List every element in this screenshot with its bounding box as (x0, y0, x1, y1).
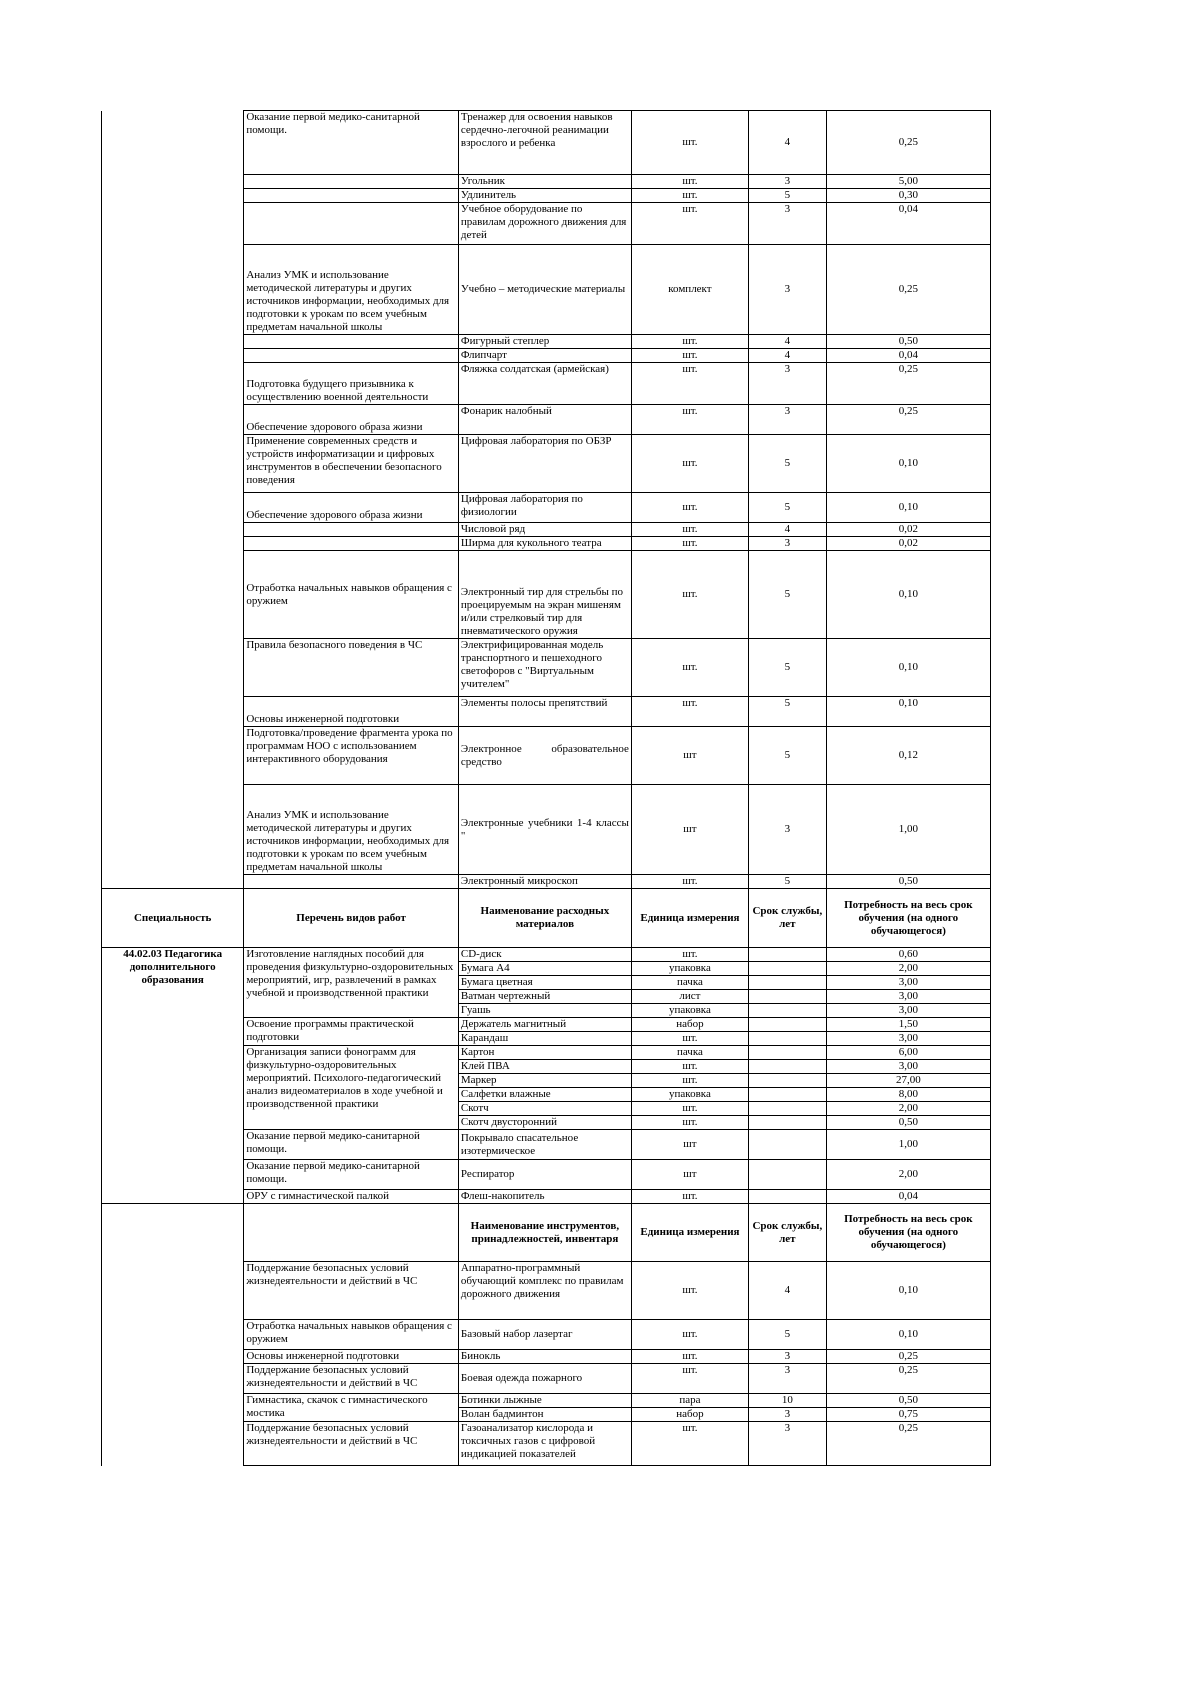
life-cell: 3 (749, 405, 827, 435)
life-cell (749, 1060, 827, 1074)
life-cell (749, 976, 827, 990)
need-cell: 3,00 (826, 1032, 990, 1046)
table-row (102, 203, 991, 245)
unit-cell: набор (631, 1018, 748, 1032)
work-cell (244, 349, 459, 363)
work-cell (244, 537, 459, 551)
work-cell: Поддержание безопасных условий жизнедеятельности и действий в ЧС (244, 1364, 459, 1394)
item-cell: Боевая одежда пожарного (458, 1364, 631, 1394)
need-cell: 0,10 (826, 551, 990, 639)
need-cell: 2,00 (826, 962, 990, 976)
specialty-cell (102, 785, 244, 875)
item-cell: Флеш-накопитель (458, 1190, 631, 1204)
life-cell: 5 (749, 639, 827, 697)
need-cell: 3,00 (826, 1004, 990, 1018)
specialty-cell (102, 245, 244, 335)
table-row (102, 1350, 991, 1364)
item-cell: Клей ПВА (458, 1060, 631, 1074)
need-cell: 0,25 (826, 1350, 990, 1364)
header-need: Потребность на весь срок обучения (на одного обучающегося) (826, 889, 990, 948)
unit-cell: шт. (631, 1320, 748, 1350)
work-cell: Изготовление наглядных пособий для проведения физкультурно-оздоровительных мероприятий, игр, развлечений в рамках учебной и производственной практики (244, 948, 459, 1018)
work-cell (244, 189, 459, 203)
item-cell: Газоанализатор кислорода и токсичных газов с цифровой индикацией показателей (458, 1422, 631, 1466)
item-cell: Ботинки лыжные (458, 1394, 631, 1408)
life-cell (749, 990, 827, 1004)
unit-cell: набор (631, 1408, 748, 1422)
unit-cell: упаковка (631, 962, 748, 976)
item-cell: Электронные учебники 1-4 классы " (458, 785, 631, 875)
specialty-cell (102, 349, 244, 363)
unit-cell: шт. (631, 1102, 748, 1116)
item-cell: Бинокль (458, 1350, 631, 1364)
need-cell: 0,25 (826, 1422, 990, 1466)
work-cell: Организация записи фонограмм для физкультурно-оздоровительных мероприятий. Психолого-педагогический анализ видеоматериалов в ходе учебной и производственной практики (244, 1046, 459, 1130)
life-cell (749, 1018, 827, 1032)
work-cell (244, 175, 459, 189)
table-row (102, 697, 991, 727)
unit-cell: лист (631, 990, 748, 1004)
need-cell: 0,10 (826, 697, 990, 727)
item-cell: Салфетки влажные (458, 1088, 631, 1102)
unit-cell: шт (631, 1160, 748, 1190)
life-cell: 3 (749, 245, 827, 335)
header-item: Наименование расходных материалов (458, 889, 631, 948)
unit-cell: шт. (631, 1190, 748, 1204)
work-cell: Освоение программы практической подготовки (244, 1018, 459, 1046)
specialty-cell (102, 1394, 244, 1408)
header-life: Срок службы, лет (749, 1204, 827, 1262)
need-cell: 0,10 (826, 1262, 990, 1320)
need-cell: 0,04 (826, 203, 990, 245)
item-cell: Бумага А4 (458, 962, 631, 976)
table-row (102, 493, 991, 523)
item-cell: Электрифицированная модель транспортного и пешеходного светофоров с "Виртуальным учителем" (458, 639, 631, 697)
need-cell: 0,60 (826, 948, 990, 962)
item-cell: CD-диск (458, 948, 631, 962)
need-cell: 0,25 (826, 405, 990, 435)
work-cell: Подготовка/проведение фрагмента урока по программам НОО с использованием интерактивного оборудования (244, 727, 459, 785)
unit-cell: шт. (631, 697, 748, 727)
need-cell: 0,10 (826, 435, 990, 493)
specialty-name: 44.02.03 Педагогика дополнительного образования (102, 948, 244, 1204)
need-cell: 0,10 (826, 639, 990, 697)
life-cell: 5 (749, 875, 827, 889)
need-cell: 1,50 (826, 1018, 990, 1032)
unit-cell: шт. (631, 551, 748, 639)
unit-cell: шт. (631, 875, 748, 889)
work-cell: Основы инженерной подготовки (244, 1350, 459, 1364)
work-cell: Применение современных средств и устройств информатизации и цифровых инструментов в обеспечении безопасного поведения (244, 435, 459, 493)
life-cell (749, 1116, 827, 1130)
specialty-cell (102, 493, 244, 523)
item-cell: Электронный микроскоп (458, 875, 631, 889)
life-cell: 4 (749, 349, 827, 363)
header-specialty: Специальность (102, 889, 244, 948)
specialty-cell (102, 1422, 244, 1466)
table-row (102, 245, 991, 335)
specialty-cell (102, 363, 244, 405)
table-row (102, 349, 991, 363)
life-cell: 3 (749, 1408, 827, 1422)
life-cell: 3 (749, 203, 827, 245)
work-cell: ОРУ с гимнастической палкой (244, 1190, 459, 1204)
work-cell (244, 523, 459, 537)
specialty-cell (102, 1350, 244, 1364)
item-cell: Фляжка солдатская (армейская) (458, 363, 631, 405)
specialty-cell (102, 1262, 244, 1320)
table-row (102, 1364, 991, 1394)
need-cell: 1,00 (826, 785, 990, 875)
table-header-row (102, 1204, 991, 1262)
item-cell: Базовый набор лазертаг (458, 1320, 631, 1350)
need-cell: 0,50 (826, 875, 990, 889)
work-cell: Гимнастика, скачок с гимнастического мостика (244, 1394, 459, 1422)
specialty-cell (102, 203, 244, 245)
life-cell: 3 (749, 363, 827, 405)
item-cell: Цифровая лаборатория по ОБЗР (458, 435, 631, 493)
unit-cell: шт. (631, 111, 748, 175)
specialty-cell (102, 875, 244, 889)
life-cell (749, 948, 827, 962)
work-cell (244, 875, 459, 889)
item-cell: Числовой ряд (458, 523, 631, 537)
unit-cell: шт. (631, 1116, 748, 1130)
specialty-cell (102, 189, 244, 203)
life-cell: 3 (749, 1350, 827, 1364)
specialty-cell (102, 111, 244, 175)
item-cell: Электронный тир для стрельбы по проецируемым на экран мишеням и/или стрелковый тир для пневматического оружия (458, 551, 631, 639)
unit-cell: шт. (631, 1074, 748, 1088)
item-cell: Держатель магнитный (458, 1018, 631, 1032)
table-row (102, 727, 991, 785)
specialty-cell (102, 1204, 244, 1262)
need-cell: 0,25 (826, 1364, 990, 1394)
need-cell: 3,00 (826, 990, 990, 1004)
need-cell: 0,25 (826, 363, 990, 405)
life-cell (749, 1004, 827, 1018)
need-cell: 0,30 (826, 189, 990, 203)
need-cell: 2,00 (826, 1160, 990, 1190)
item-cell: Маркер (458, 1074, 631, 1088)
unit-cell: пачка (631, 976, 748, 990)
need-cell: 0,50 (826, 1116, 990, 1130)
work-cell: Поддержание безопасных условий жизнедеятельности и действий в ЧС (244, 1262, 459, 1320)
header-unit: Единица измерения (631, 1204, 748, 1262)
life-cell: 3 (749, 175, 827, 189)
work-cell: Отработка начальных навыков обращения с оружием (244, 551, 459, 639)
unit-cell: шт. (631, 1350, 748, 1364)
table-row (102, 1262, 991, 1320)
need-cell: 0,25 (826, 111, 990, 175)
work-cell: Обеспечение здорового образа жизни (244, 405, 459, 435)
life-cell (749, 1190, 827, 1204)
work-cell: Подготовка будущего призывника к осуществлению военной деятельности (244, 363, 459, 405)
unit-cell: шт. (631, 523, 748, 537)
work-cell: Обеспечение здорового образа жизни (244, 493, 459, 523)
table-header-row (102, 889, 991, 948)
life-cell: 3 (749, 785, 827, 875)
unit-cell: шт (631, 1130, 748, 1160)
work-cell (244, 335, 459, 349)
header-unit: Единица измерения (631, 889, 748, 948)
life-cell (749, 1102, 827, 1116)
table-row (102, 639, 991, 697)
life-cell: 3 (749, 1364, 827, 1394)
unit-cell: шт. (631, 435, 748, 493)
need-cell: 8,00 (826, 1088, 990, 1102)
life-cell: 5 (749, 189, 827, 203)
need-cell: 0,50 (826, 1394, 990, 1408)
item-cell: Фонарик налобный (458, 405, 631, 435)
item-cell: Бумага цветная (458, 976, 631, 990)
unit-cell: шт. (631, 175, 748, 189)
unit-cell: упаковка (631, 1004, 748, 1018)
table-row (102, 551, 991, 639)
unit-cell: шт. (631, 335, 748, 349)
item-cell: Картон (458, 1046, 631, 1060)
item-cell: Волан бадминтон (458, 1408, 631, 1422)
unit-cell: шт. (631, 537, 748, 551)
table-row (102, 1422, 991, 1466)
table-row (102, 363, 991, 405)
table-row (102, 948, 991, 962)
table-row (102, 875, 991, 889)
need-cell: 3,00 (826, 1060, 990, 1074)
unit-cell: шт (631, 727, 748, 785)
need-cell: 27,00 (826, 1074, 990, 1088)
need-cell: 0,02 (826, 523, 990, 537)
header-work: Перечень видов работ (244, 889, 459, 948)
need-cell: 0,25 (826, 245, 990, 335)
unit-cell: шт. (631, 1032, 748, 1046)
life-cell: 5 (749, 435, 827, 493)
life-cell: 4 (749, 523, 827, 537)
table-row (102, 537, 991, 551)
need-cell: 1,00 (826, 1130, 990, 1160)
item-cell: Учебное оборудование по правилам дорожного движения для детей (458, 203, 631, 245)
specialty-cell (102, 523, 244, 537)
life-cell: 3 (749, 1422, 827, 1466)
work-cell: Поддержание безопасных условий жизнедеятельности и действий в ЧС (244, 1422, 459, 1466)
specialty-cell (102, 551, 244, 639)
header-item: Наименование инструментов, принадлежностей, инвентаря (458, 1204, 631, 1262)
specialty-cell (102, 1408, 244, 1422)
need-cell: 0,50 (826, 335, 990, 349)
life-cell: 10 (749, 1394, 827, 1408)
unit-cell: пачка (631, 1046, 748, 1060)
specialty-cell (102, 697, 244, 727)
unit-cell: шт. (631, 493, 748, 523)
work-cell: Анализ УМК и использование методической литературы и других источников информации, необходимых для подготовки к урокам по всем учебным предметам начальной школы (244, 245, 459, 335)
life-cell: 5 (749, 727, 827, 785)
document-sheet (101, 110, 991, 1466)
unit-cell: шт. (631, 1060, 748, 1074)
unit-cell: упаковка (631, 1088, 748, 1102)
unit-cell: комплект (631, 245, 748, 335)
item-cell: Карандаш (458, 1032, 631, 1046)
item-cell: Флипчарт (458, 349, 631, 363)
life-cell: 5 (749, 697, 827, 727)
item-cell: Респиратор (458, 1160, 631, 1190)
life-cell (749, 1032, 827, 1046)
table-row (102, 1394, 991, 1408)
work-cell: Оказание первой медико-санитарной помощи. (244, 1130, 459, 1160)
unit-cell: шт. (631, 1262, 748, 1320)
unit-cell: шт. (631, 363, 748, 405)
specialty-cell (102, 335, 244, 349)
equipment-table (101, 110, 991, 1466)
specialty-cell (102, 405, 244, 435)
life-cell: 4 (749, 1262, 827, 1320)
need-cell: 0,10 (826, 1320, 990, 1350)
item-cell: Цифровая лаборатория по физиологии (458, 493, 631, 523)
table-row (102, 335, 991, 349)
specialty-cell (102, 639, 244, 697)
need-cell: 6,00 (826, 1046, 990, 1060)
unit-cell: пара (631, 1394, 748, 1408)
need-cell: 0,04 (826, 1190, 990, 1204)
life-cell (749, 1074, 827, 1088)
table-row (102, 405, 991, 435)
need-cell: 0,10 (826, 493, 990, 523)
need-cell: 5,00 (826, 175, 990, 189)
unit-cell: шт. (631, 639, 748, 697)
specialty-cell (102, 435, 244, 493)
specialty-cell (102, 1364, 244, 1394)
table-row (102, 111, 991, 175)
table-row (102, 189, 991, 203)
item-cell: Ватман чертежный (458, 990, 631, 1004)
unit-cell: шт. (631, 349, 748, 363)
work-cell: Основы инженерной подготовки (244, 697, 459, 727)
item-cell: Фигурный степлер (458, 335, 631, 349)
work-cell: Правила безопасного поведения в ЧС (244, 639, 459, 697)
unit-cell: шт. (631, 189, 748, 203)
life-cell (749, 1130, 827, 1160)
life-cell: 5 (749, 1320, 827, 1350)
work-cell: Оказание первой медико-санитарной помощи. (244, 1160, 459, 1190)
table-row (102, 523, 991, 537)
item-cell: Тренажер для освоения навыков сердечно-легочной реанимации взрослого и ребенка (458, 111, 631, 175)
item-cell: Скотч (458, 1102, 631, 1116)
item-cell: Аппаратно-программный обучающий комплекс по правилам дорожного движения (458, 1262, 631, 1320)
need-cell: 0,02 (826, 537, 990, 551)
item-cell: Ширма для кукольного театра (458, 537, 631, 551)
specialty-cell (102, 727, 244, 785)
life-cell (749, 962, 827, 976)
unit-cell: шт (631, 785, 748, 875)
item-cell: Удлинитель (458, 189, 631, 203)
item-cell: Скотч двусторонний (458, 1116, 631, 1130)
header-need: Потребность на весь срок обучения (на одного обучающегося) (826, 1204, 990, 1262)
unit-cell: шт. (631, 1364, 748, 1394)
item-cell: Угольник (458, 175, 631, 189)
table-row (102, 435, 991, 493)
life-cell (749, 1160, 827, 1190)
need-cell: 0,04 (826, 349, 990, 363)
table-row (102, 1408, 991, 1422)
life-cell: 5 (749, 493, 827, 523)
work-cell: Оказание первой медико-санитарной помощи. (244, 111, 459, 175)
table-row (102, 1320, 991, 1350)
life-cell: 4 (749, 111, 827, 175)
table-row (102, 175, 991, 189)
unit-cell: шт. (631, 948, 748, 962)
life-cell: 5 (749, 551, 827, 639)
specialty-cell (102, 175, 244, 189)
item-cell: Электронное образовательное средство (458, 727, 631, 785)
need-cell: 3,00 (826, 976, 990, 990)
life-cell: 4 (749, 335, 827, 349)
need-cell: 0,75 (826, 1408, 990, 1422)
need-cell: 0,12 (826, 727, 990, 785)
need-cell: 2,00 (826, 1102, 990, 1116)
item-cell: Учебно – методические материалы (458, 245, 631, 335)
item-cell: Покрывало спасательное изотермическое (458, 1130, 631, 1160)
life-cell (749, 1046, 827, 1060)
work-cell: Анализ УМК и использование методической литературы и других источников информации, необходимых для подготовки к урокам по всем учебным предметам начальной школы (244, 785, 459, 875)
life-cell (749, 1088, 827, 1102)
specialty-cell (102, 537, 244, 551)
item-cell: Гуашь (458, 1004, 631, 1018)
table-row (102, 785, 991, 875)
unit-cell: шт. (631, 405, 748, 435)
specialty-cell (102, 1320, 244, 1350)
unit-cell: шт. (631, 203, 748, 245)
life-cell: 3 (749, 537, 827, 551)
work-cell (244, 203, 459, 245)
item-cell: Элементы полосы препятствий (458, 697, 631, 727)
header-life: Срок службы, лет (749, 889, 827, 948)
work-cell: Отработка начальных навыков обращения с оружием (244, 1320, 459, 1350)
unit-cell: шт. (631, 1422, 748, 1466)
header-work (244, 1204, 459, 1262)
